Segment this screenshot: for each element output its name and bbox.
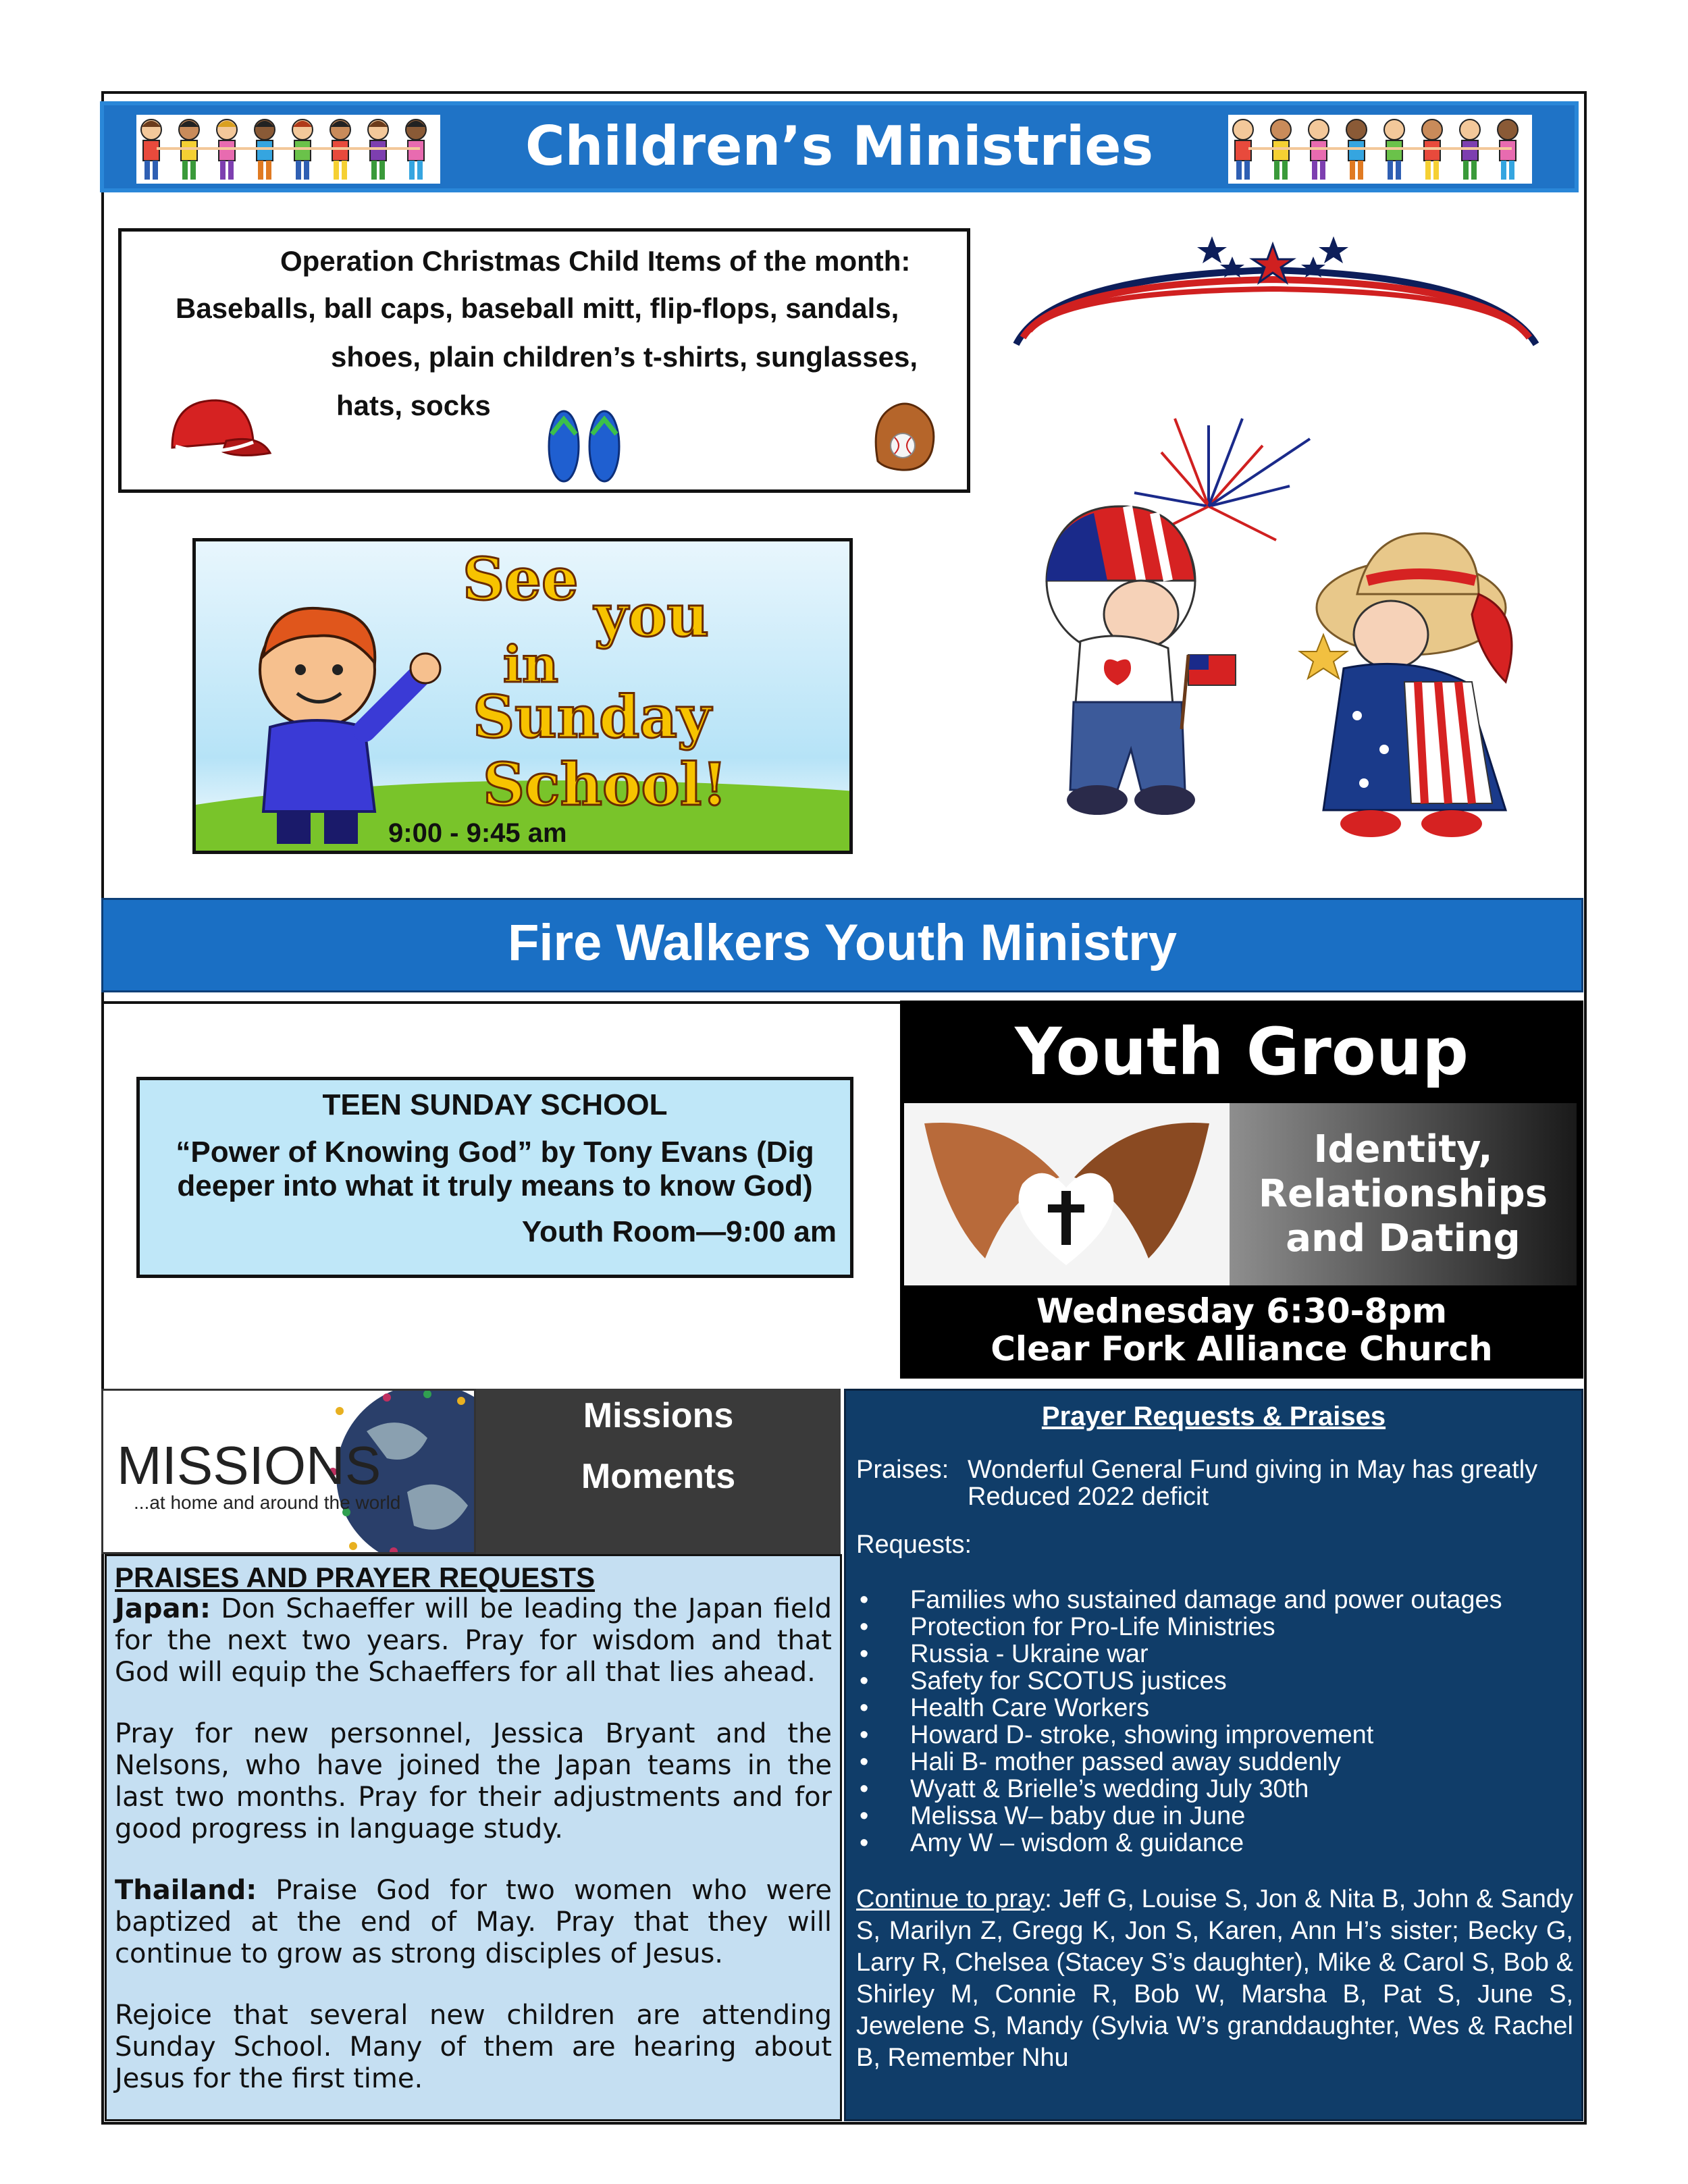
praise-item: Reduced 2022 deficit [968, 1483, 1209, 1511]
patriotic-children-fireworks-image [1006, 412, 1546, 857]
praise-item: Wonderful General Fund giving in May has greatly [968, 1456, 1538, 1484]
flip-flops-icon [544, 407, 625, 485]
teen-location-time: Youth Room—9:00 am [521, 1215, 837, 1248]
missions-logo-word: MISSIONS [117, 1435, 381, 1495]
paragraph-text: Praise God for two women who were baptized at the end of May. Pray that they will continue to grow as strong disciples of Jesus. [115, 1875, 832, 1969]
patriotic-bunting-image [1009, 230, 1543, 365]
continue-to-pray-label: Continue to pray [856, 1885, 1045, 1913]
see-you-in-sunday-school-banner [192, 538, 853, 854]
paragraph-label: Japan: [115, 1593, 211, 1624]
youth-group-title: Youth Group [1015, 1014, 1469, 1090]
children-holding-hands-right [1228, 115, 1532, 184]
occ-items-line: shoes, plain children’s t-shirts, sunglasses, [331, 341, 918, 373]
missions-title-line: Missions [583, 1396, 734, 1435]
waving-boy-image [216, 595, 473, 852]
school-word: School! [483, 751, 728, 819]
request-item: • Hali B- mother passed away suddenly [910, 1749, 1502, 1776]
prayer-requests-title: Prayer Requests & Praises [1041, 1402, 1386, 1431]
heart-hands-cross-image [904, 1103, 1230, 1285]
requests-label: Requests: [856, 1530, 972, 1559]
fire-walkers-youth-ministry-header [101, 898, 1583, 992]
youth-topic-line: Identity, [1313, 1127, 1493, 1171]
continue-to-pray-paragraph [856, 1884, 1573, 2074]
you-word: you [594, 582, 709, 650]
paragraph-label: Thailand: [115, 1875, 257, 1906]
occ-items-line: Baseballs, ball caps, baseball mitt, flip-flops, sandals, [176, 292, 899, 324]
in-word: in [503, 636, 558, 694]
praises-label: Praises: [856, 1456, 949, 1484]
youth-topic-line: Relationships [1258, 1172, 1548, 1216]
paragraph-text: Pray for new personnel, Jessica Bryant and the Nelsons, who have joined the Japan teams in the last two months. Pray for their adjustments and for good progress in language study. [115, 1718, 832, 1844]
see-word: See [463, 545, 579, 614]
sunday-word: Sunday [473, 683, 711, 751]
occ-items-line: hats, socks [336, 390, 491, 421]
youth-group-day-time: Wednesday 6:30-8pm [1036, 1291, 1448, 1331]
requests-list [860, 1587, 1502, 1857]
missions-moments-title [476, 1389, 841, 1554]
youth-group-location: Clear Fork Alliance Church [991, 1329, 1493, 1368]
missions-logo [101, 1389, 476, 1554]
teen-sunday-school-box [136, 1077, 853, 1278]
request-item: • Wyatt & Brielle’s wedding July 30th [910, 1776, 1502, 1803]
teen-study-line: deeper into what it truly means to know God) [177, 1169, 813, 1202]
teen-heading: TEEN SUNDAY SCHOOL [322, 1088, 668, 1121]
youth-topic-panel [1230, 1103, 1577, 1285]
request-item: • Amy W – wisdom & guidance [910, 1830, 1502, 1857]
teen-study-line: “Power of Knowing God” by Tony Evans (Dig [176, 1136, 814, 1169]
occ-heading: Operation Christmas Child Items of the month: [280, 245, 911, 277]
missions-praises-heading: PRAISES AND PRAYER REQUESTS [115, 1562, 596, 1593]
request-item: • Families who sustained damage and power outages [910, 1587, 1502, 1614]
request-item: • Protection for Pro-Life Ministries [910, 1614, 1502, 1641]
section-divider [101, 1001, 900, 1004]
ball-cap-icon [159, 394, 273, 468]
baseball-mitt-icon [868, 397, 942, 475]
missions-paragraph [115, 1875, 832, 1970]
missions-logo-tagline: ...at home and around the world [134, 1492, 401, 1513]
request-item: • Health Care Workers [910, 1695, 1502, 1722]
operation-christmas-child-box [118, 228, 970, 493]
missions-paragraph [115, 1718, 832, 1845]
request-item: • Safety for SCOTUS justices [910, 1668, 1502, 1695]
missions-paragraph [115, 1593, 832, 1688]
request-item: • Russia - Ukraine war [910, 1641, 1502, 1668]
paragraph-text: Don Schaeffer will be leading the Japan field for the next two years. Pray for wisdom and that God will equip the Schaeffers for all that lies ahead. [115, 1593, 832, 1688]
missions-praises-panel [105, 1554, 842, 2121]
continue-to-pray-names: : Jeff G, Louise S, Jon & Nita B, John & Sandy S, Marilyn Z, Gregg K, Jon S, Karen, Ann H’s sister; Becky G, Larry R, Chelsea (Stacey S’s daughter), Mike & Carol S, Bob & Shirley M, Connie R, Bob W, Marsha B, Pat S, June S, Jewelene S, Mandy (Sylvia W’s granddaughter, Wes & Rachel B, Remember Nhu [856, 1885, 1573, 2072]
fire-walkers-title: Fire Walkers Youth Ministry [507, 914, 1178, 971]
paragraph-text: Rejoice that several new children are attending Sunday School. Many of them are hearing about Jesus for the first time. [115, 2000, 832, 2094]
request-item: • Melissa W– baby due in June [910, 1803, 1502, 1830]
missions-title-line: Moments [581, 1457, 736, 1496]
childrens-ministries-title: Children’s Ministries [525, 115, 1154, 178]
childrens-ministries-header [100, 101, 1579, 192]
youth-topic-line: and Dating [1286, 1217, 1521, 1260]
sunday-school-time: 9:00 - 9:45 am [388, 818, 567, 848]
missions-paragraph [115, 2000, 832, 2095]
request-item: • Howard D- stroke, showing improvement [910, 1722, 1502, 1749]
prayer-requests-panel [844, 1389, 1583, 2121]
youth-group-flyer [900, 1001, 1583, 1379]
